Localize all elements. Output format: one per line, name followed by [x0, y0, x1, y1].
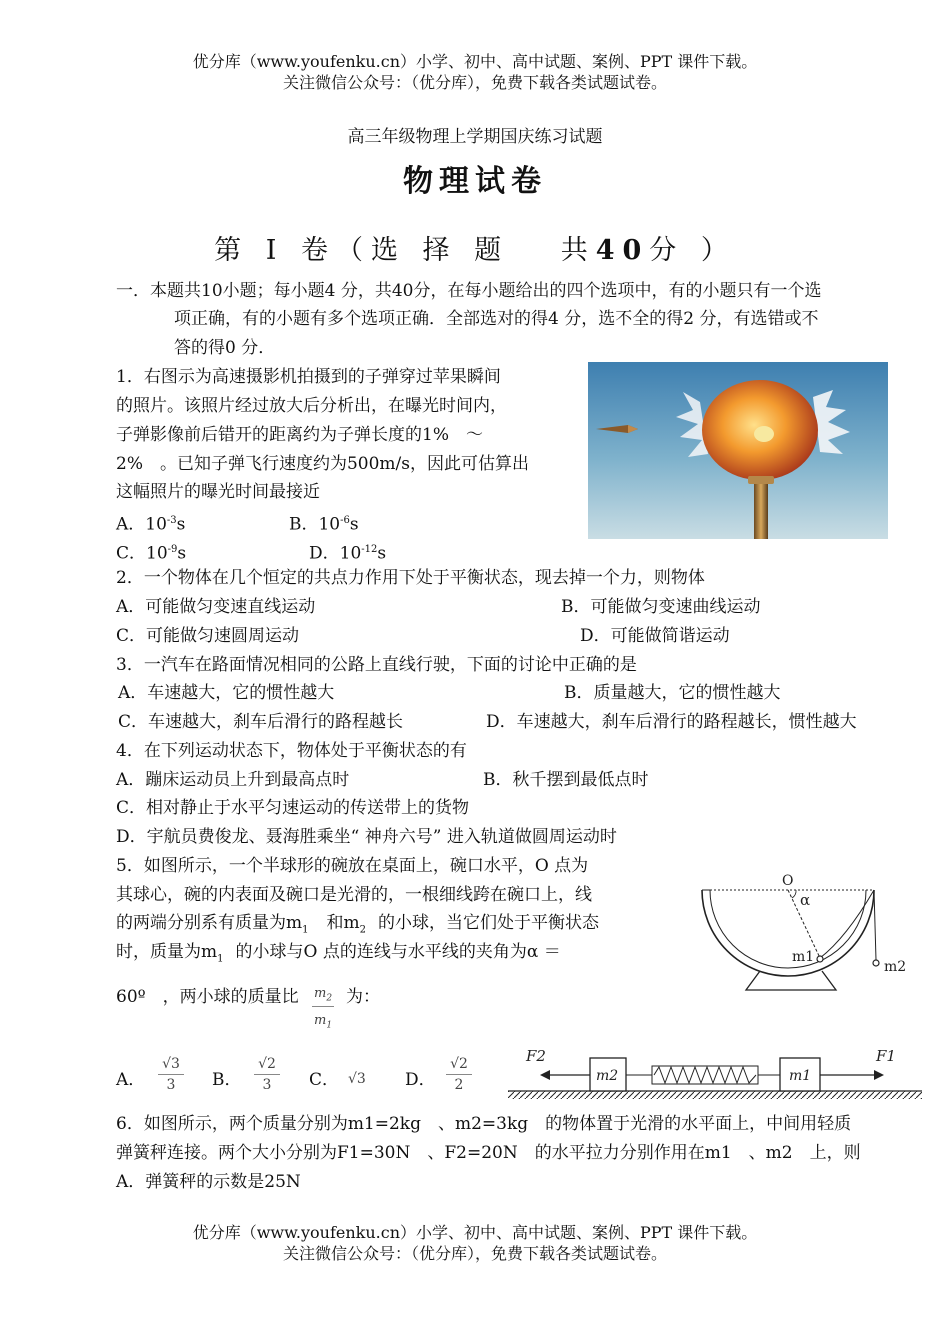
- q4-option-d: D．宇航员费俊龙、聂海胜乘坐“ 神舟六号” 进入轨道做圆周运动时: [116, 827, 617, 847]
- exam-subtitle: 高三年级物理上学期国庆练习试题: [347, 127, 603, 147]
- section-unit: 分 ）: [649, 235, 736, 266]
- instructions-line-3: 答的得0 分．: [174, 338, 276, 358]
- section-points: 40: [595, 235, 650, 266]
- q1-stem-4: 2% 。已知子弹飞行速度约为500m/s，因此可估算出: [116, 454, 529, 474]
- spring-diagram: [508, 1044, 922, 1102]
- q5-option-b-value: √2 3: [252, 1056, 282, 1104]
- q5-stem-4: 时，质量为$m_1$ 的小球与O 点的连线与水平线的夹角为α ＝: [116, 942, 561, 965]
- q5-option-b: B．: [212, 1070, 242, 1090]
- bullet-apple-photo: [588, 362, 888, 539]
- spring-label-f1: F1: [876, 1047, 896, 1065]
- q6-stem-2: 弹簧秤连接。两个大小分别为F1=30N 、F2=20N 的水平拉力分别作用在m1 、m2 上，则: [116, 1143, 861, 1163]
- q6-option-a: A．弹簧秤的示数是25N: [116, 1172, 301, 1192]
- spring-label-m2: m2: [596, 1068, 619, 1084]
- instructions-line-2: 项正确，有的小题有多个选项正确．全部选对的得4 分，选不全的得2 分，有选错或不: [174, 309, 819, 329]
- q1-option-a: A．$10^{-3}s$: [116, 514, 186, 535]
- header-line-1: 优分库（www.youfenku.cn）小学、初中、高中试题、案例、PPT 课件下载。: [192, 52, 758, 71]
- q4-option-a: A．蹦床运动员上升到最高点时: [116, 770, 350, 790]
- exam-title: 物理试卷: [403, 164, 547, 199]
- q3-option-b: B．质量越大，它的惯性越大: [564, 683, 781, 703]
- q5-ratio-bar: [312, 1006, 334, 1007]
- q3-stem: 3．一汽车在路面情况相同的公路上直线行驶，下面的讨论中正确的是: [116, 655, 637, 675]
- q5-ratio-suffix: 为：: [346, 987, 380, 1007]
- bowl-diagram: [696, 868, 910, 996]
- q2-stem: 2．一个物体在几个恒定的共点力作用下处于平衡状态，现去掉一个力，则物体: [116, 568, 705, 588]
- q5-stem-3: 的两端分别系有质量为$m_1$ 和$m_2$ 的小球，当它们处于平衡状态: [116, 913, 599, 936]
- footer-line-2: 关注微信公众号：（优分库），免费下载各类试题试卷。: [282, 1244, 667, 1263]
- q5-option-d-value: √2 2: [444, 1056, 474, 1104]
- q4-option-b: B．秋千摆到最低点时: [483, 770, 649, 790]
- q4-stem: 4．在下列运动状态下，物体处于平衡状态的有: [116, 741, 467, 761]
- q5-option-c: C．: [309, 1070, 340, 1090]
- q3-option-c: C．车速越大，刹车后滑行的路程越长: [118, 712, 404, 732]
- q5-option-d: D．: [405, 1070, 436, 1090]
- q2-option-d: D．可能做简谐运动: [580, 626, 730, 646]
- q1-option-d: D．$10^{-12}s$: [309, 543, 387, 564]
- q3-option-a: A．车速越大，它的惯性越大: [118, 683, 335, 703]
- q6-stem-1: 6．如图所示，两个质量分别为m1=2kg 、m2=3kg 的物体置于光滑的水平面上，中间用轻质: [116, 1114, 852, 1134]
- q3-option-d: D．车速越大，刹车后滑行的路程越长，惯性越大: [486, 712, 857, 732]
- q5-ratio-numerator: $m_2$: [314, 986, 333, 1004]
- q1-stem-3: 子弹影像前后错开的距离约为子弹长度的1% ～: [116, 425, 483, 445]
- q2-option-c: C．可能做匀速圆周运动: [116, 626, 300, 646]
- q5-option-c-value: √3: [348, 1071, 366, 1087]
- q2-option-b: B．可能做匀变速曲线运动: [561, 597, 761, 617]
- bowl-label-alpha: α: [800, 891, 811, 909]
- q1-option-c: C．$10^{-9}s$: [116, 543, 187, 564]
- q1-stem-5: 这幅照片的曝光时间最接近: [116, 482, 320, 502]
- q5-option-a: A．: [116, 1070, 146, 1090]
- bowl-label-m2: m2: [884, 959, 907, 975]
- q5-stem-1: 5．如图所示，一个半球形的碗放在桌面上，碗口水平，O 点为: [116, 856, 589, 876]
- q5-ratio-line: 60º ，两小球的质量比: [116, 987, 299, 1007]
- q5-option-a-value: √3 3: [156, 1056, 186, 1104]
- q1-stem-1: 1．右图示为高速摄影机拍摄到的子弹穿过苹果瞬间: [116, 367, 501, 387]
- q5-stem-2: 其球心，碗的内表面及碗口是光滑的，一根细线跨在碗口上，线: [116, 885, 592, 905]
- q2-option-a: A．可能做匀变速直线运动: [116, 597, 316, 617]
- q4-option-c: C．相对静止于水平匀速运动的传送带上的货物: [116, 798, 470, 818]
- q5-ratio-denominator: $m_1$: [314, 1013, 333, 1031]
- section-label: 第 I 卷（选 择 题 共: [214, 235, 596, 266]
- section-heading: [0, 228, 950, 267]
- q1-option-b: B．$10^{-6}s$: [289, 514, 359, 535]
- footer-line-1: 优分库（www.youfenku.cn）小学、初中、高中试题、案例、PPT 课件下载。: [192, 1223, 758, 1242]
- spring-label-m1: m1: [789, 1068, 812, 1084]
- bowl-label-m1: m1: [792, 949, 815, 965]
- q1-stem-2: 的照片。该照片经过放大后分析出，在曝光时间内，: [116, 396, 507, 416]
- bowl-label-o: O: [782, 873, 794, 889]
- header-line-2: 关注微信公众号：（优分库），免费下载各类试题试卷。: [282, 73, 667, 92]
- instructions-line-1: 一．本题共10小题；每小题4 分，共40分，在每小题给出的四个选项中，有的小题只有一个选: [116, 281, 822, 301]
- spring-label-f2: F2: [526, 1047, 546, 1065]
